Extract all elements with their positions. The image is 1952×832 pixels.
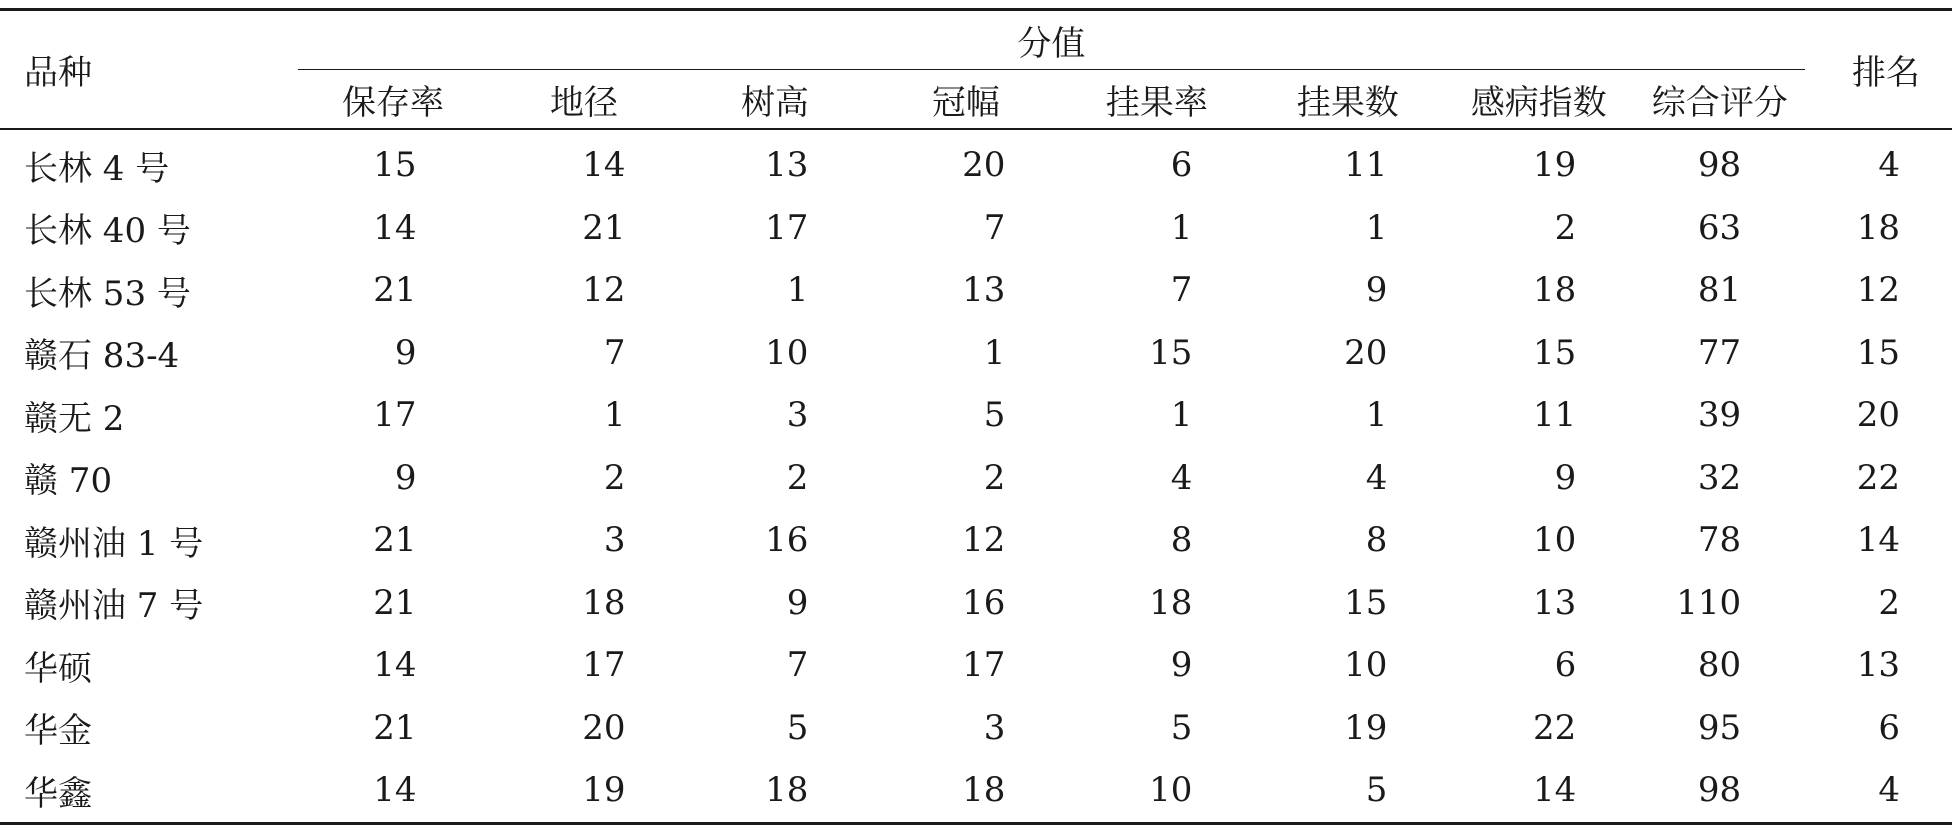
table-row xyxy=(0,322,1952,385)
cell-disease-index: 22 xyxy=(1533,707,1577,748)
cell-variety: 长林 53 号 xyxy=(24,273,191,314)
cell-crown-width: 20 xyxy=(962,145,1006,186)
cell-ground-diameter: 20 xyxy=(582,707,626,748)
cell-total-score: 39 xyxy=(1697,395,1742,436)
cell-fruit-count: 4 xyxy=(1365,457,1388,498)
cell-crown-width: 7 xyxy=(983,207,1006,248)
cell-tree-height: 17 xyxy=(765,207,809,248)
cell-crown-width: 5 xyxy=(983,395,1006,436)
cell-fruit-count: 19 xyxy=(1344,707,1388,748)
cell-variety: 华硕 xyxy=(24,648,92,689)
table-row xyxy=(0,509,1952,572)
cell-fruit-rate: 18 xyxy=(1149,582,1193,623)
cell-fruit-rate: 1 xyxy=(1170,395,1193,436)
cell-fruit-count: 15 xyxy=(1344,582,1388,623)
header-col-total-score: 综合评分 xyxy=(1634,70,1805,130)
cell-total-score: 77 xyxy=(1697,332,1742,373)
table-row xyxy=(0,697,1952,760)
cell-variety: 赣州油 1 号 xyxy=(24,523,204,564)
cell-variety: 长林 4 号 xyxy=(24,148,170,189)
cell-variety: 赣州油 7 号 xyxy=(24,586,204,627)
header-col-ground-diameter: 地径 xyxy=(488,70,679,130)
cell-rank: 12 xyxy=(1856,270,1900,311)
cell-fruit-count: 5 xyxy=(1252,759,1443,823)
cell-fruit-count: 11 xyxy=(1344,145,1388,186)
cell-rank: 15 xyxy=(1856,332,1900,373)
cell-rank: 14 xyxy=(1856,520,1900,561)
cell-ground-diameter: 21 xyxy=(582,207,626,248)
cell-retention: 15 xyxy=(373,145,417,186)
cell-fruit-rate: 9 xyxy=(1170,645,1193,686)
cell-tree-height: 3 xyxy=(786,395,809,436)
header-col-crown-width: 冠幅 xyxy=(870,70,1061,130)
cell-fruit-count: 10 xyxy=(1344,645,1388,686)
cell-rank: 4 xyxy=(1805,759,1952,823)
cell-variety: 赣石 83-4 xyxy=(24,336,180,377)
cell-ground-diameter: 1 xyxy=(603,395,626,436)
cell-fruit-rate: 5 xyxy=(1170,707,1193,748)
cell-tree-height: 16 xyxy=(765,520,809,561)
table-row xyxy=(0,634,1952,697)
cell-retention: 9 xyxy=(394,457,417,498)
cell-rank: 13 xyxy=(1856,645,1900,686)
cell-variety: 赣无 2 xyxy=(24,398,125,439)
header-col-fruit-count: 挂果数 xyxy=(1252,70,1443,130)
cell-disease-index: 11 xyxy=(1533,395,1577,436)
header-variety: 品种 xyxy=(0,10,298,130)
cell-crown-width: 1 xyxy=(983,332,1006,373)
cell-fruit-count: 8 xyxy=(1365,520,1388,561)
cell-retention: 21 xyxy=(373,582,417,623)
cell-retention: 14 xyxy=(298,759,489,823)
cell-ground-diameter: 12 xyxy=(582,270,626,311)
cell-fruit-rate: 10 xyxy=(1061,759,1252,823)
cell-tree-height: 13 xyxy=(765,145,809,186)
cell-total-score: 78 xyxy=(1697,520,1742,561)
cell-rank: 18 xyxy=(1856,207,1900,248)
cell-ground-diameter: 19 xyxy=(488,759,679,823)
table-row xyxy=(0,197,1952,260)
cell-fruit-count: 1 xyxy=(1365,395,1388,436)
cell-retention: 9 xyxy=(394,332,417,373)
table-row xyxy=(0,759,1952,823)
cell-ground-diameter: 7 xyxy=(603,332,626,373)
cell-fruit-rate: 7 xyxy=(1170,270,1193,311)
cell-rank: 22 xyxy=(1856,457,1900,498)
cell-fruit-rate: 8 xyxy=(1170,520,1193,561)
cell-variety: 长林 40 号 xyxy=(24,211,191,252)
cell-crown-width: 17 xyxy=(962,645,1006,686)
cell-fruit-count: 1 xyxy=(1365,207,1388,248)
table-row xyxy=(0,259,1952,322)
table-body xyxy=(0,129,1952,823)
table-row xyxy=(0,129,1952,197)
cell-rank: 20 xyxy=(1856,395,1900,436)
header-score-group: 分值 xyxy=(298,10,1806,70)
cell-tree-height: 7 xyxy=(786,645,809,686)
cell-variety: 赣 70 xyxy=(24,461,113,502)
cell-total-score: 80 xyxy=(1697,645,1742,686)
cell-tree-height: 5 xyxy=(786,707,809,748)
header-row-top xyxy=(0,10,1952,70)
header-col-disease-index: 感病指数 xyxy=(1443,70,1634,130)
cell-rank: 2 xyxy=(1878,582,1900,623)
cell-retention: 14 xyxy=(373,207,417,248)
cell-disease-index: 6 xyxy=(1554,645,1577,686)
table-row xyxy=(0,572,1952,635)
cell-crown-width: 13 xyxy=(962,270,1006,311)
cell-total-score: 63 xyxy=(1697,207,1742,248)
cell-disease-index: 15 xyxy=(1533,332,1577,373)
header-col-tree-height: 树高 xyxy=(679,70,870,130)
cell-disease-index: 9 xyxy=(1554,457,1577,498)
cell-disease-index: 18 xyxy=(1533,270,1577,311)
cell-disease-index: 13 xyxy=(1533,582,1577,623)
cell-tree-height: 18 xyxy=(679,759,870,823)
cell-ground-diameter: 3 xyxy=(603,520,626,561)
cell-disease-index: 14 xyxy=(1443,759,1634,823)
cell-ground-diameter: 2 xyxy=(603,457,626,498)
cell-crown-width: 16 xyxy=(962,582,1006,623)
cell-fruit-count: 9 xyxy=(1365,270,1388,311)
cell-rank: 6 xyxy=(1878,707,1900,748)
cell-retention: 21 xyxy=(373,520,417,561)
cell-ground-diameter: 18 xyxy=(582,582,626,623)
cell-tree-height: 1 xyxy=(786,270,809,311)
cell-crown-width: 2 xyxy=(983,457,1006,498)
cell-rank: 4 xyxy=(1878,145,1900,186)
cell-disease-index: 2 xyxy=(1554,207,1577,248)
header-col-fruit-rate: 挂果率 xyxy=(1061,70,1252,130)
cell-fruit-rate: 6 xyxy=(1170,145,1193,186)
cell-retention: 21 xyxy=(373,270,417,311)
cell-tree-height: 2 xyxy=(786,457,809,498)
cell-retention: 21 xyxy=(373,707,417,748)
cell-fruit-rate: 4 xyxy=(1170,457,1193,498)
cell-retention: 17 xyxy=(373,395,417,436)
table-row xyxy=(0,384,1952,447)
cell-variety: 华鑫 xyxy=(0,759,298,823)
cell-fruit-rate: 1 xyxy=(1170,207,1193,248)
header-rank: 排名 xyxy=(1805,10,1952,130)
cell-retention: 14 xyxy=(373,645,417,686)
header-col-retention: 保存率 xyxy=(298,70,489,130)
cell-fruit-count: 20 xyxy=(1344,332,1388,373)
cell-total-score: 95 xyxy=(1697,707,1742,748)
cell-crown-width: 3 xyxy=(983,707,1006,748)
cell-disease-index: 19 xyxy=(1533,145,1577,186)
cell-ground-diameter: 17 xyxy=(582,645,626,686)
cell-crown-width: 12 xyxy=(962,520,1006,561)
cell-total-score: 98 xyxy=(1634,759,1805,823)
cell-disease-index: 10 xyxy=(1533,520,1577,561)
cell-ground-diameter: 14 xyxy=(582,145,626,186)
score-table-container xyxy=(0,8,1952,825)
cell-total-score: 110 xyxy=(1676,582,1742,623)
cell-tree-height: 10 xyxy=(765,332,809,373)
cell-variety: 华金 xyxy=(24,711,92,752)
cell-total-score: 81 xyxy=(1697,270,1742,311)
table-header xyxy=(0,10,1952,130)
cell-crown-width: 18 xyxy=(870,759,1061,823)
cell-tree-height: 9 xyxy=(786,582,809,623)
cell-total-score: 32 xyxy=(1697,457,1742,498)
variety-score-table xyxy=(0,8,1952,825)
cell-total-score: 98 xyxy=(1697,145,1742,186)
table-row xyxy=(0,447,1952,510)
cell-fruit-rate: 15 xyxy=(1149,332,1193,373)
